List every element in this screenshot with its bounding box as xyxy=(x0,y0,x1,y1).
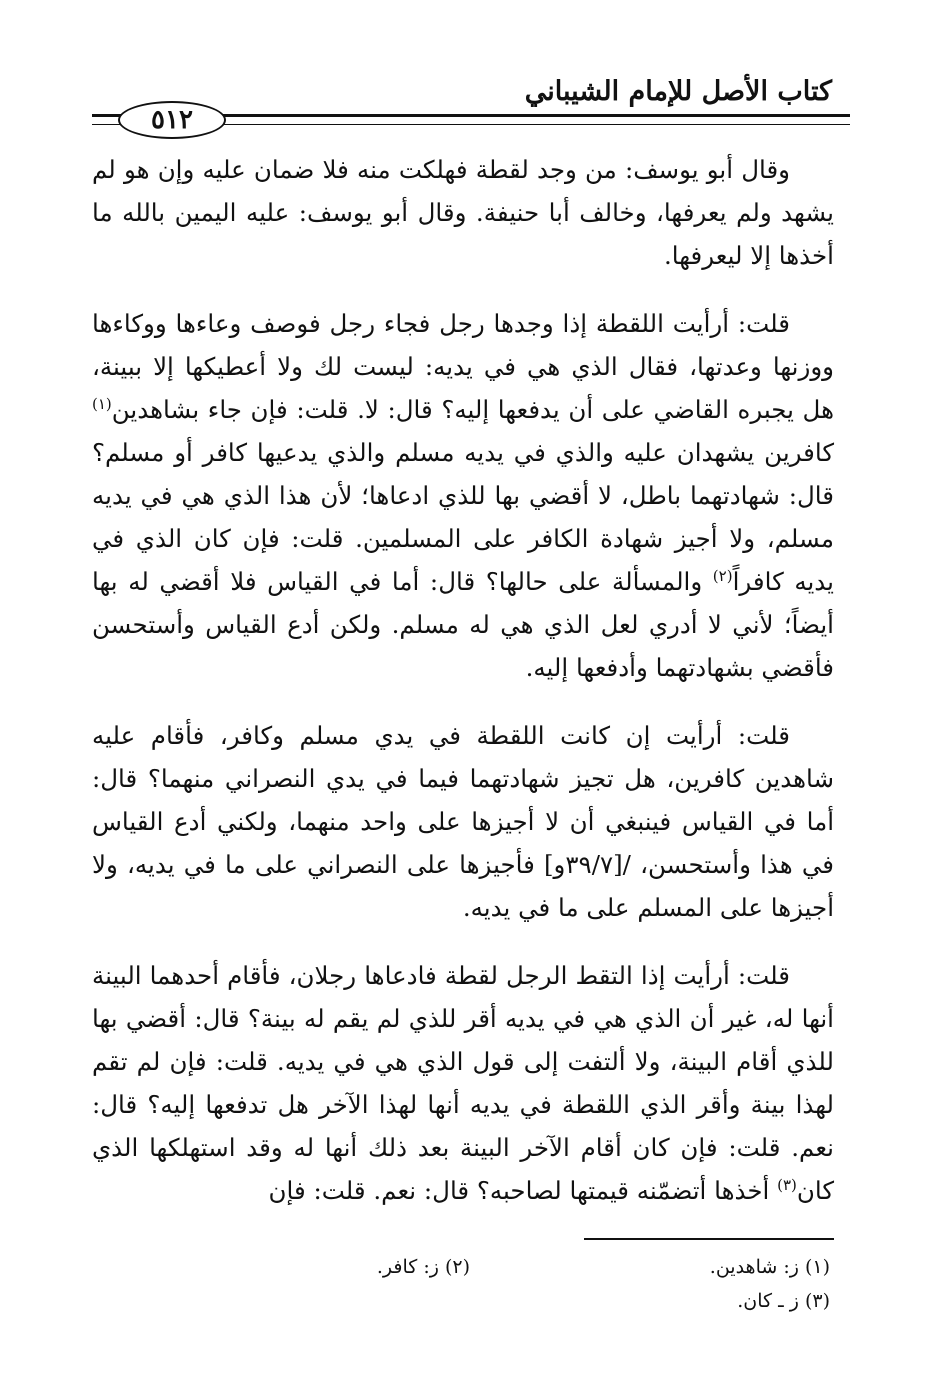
footnote-2: (٢) ز: كافر. xyxy=(376,1256,470,1278)
footnote-ref-1[interactable]: (١) xyxy=(92,394,112,413)
footnote-ref-2[interactable]: (٢) xyxy=(712,566,733,585)
page-number-badge xyxy=(118,101,226,139)
running-header-title: كتاب الأصل للإمام الشيباني xyxy=(524,76,832,107)
paragraph-1 xyxy=(92,148,834,277)
paragraph-3 xyxy=(92,714,834,929)
footnote-row xyxy=(92,1284,830,1318)
main-text xyxy=(92,148,834,1237)
footnote-rule xyxy=(584,1238,834,1240)
paragraph-2 xyxy=(92,302,834,689)
paragraph-text: كافرين يشهدان عليه والذي في يديه مسلم والذي يدعيها كافر أو مسلم؟ قال: شهادتهما باطل، لا أقضي بها للذي ادعاها؛ لأن هذا الذي هي في يديه مسلم، ولا أجيز شهادة الكافر على المسلمين. قلت: فإن كان الذي في يديه كافراً xyxy=(92,438,834,596)
paragraph-text: قلت: أرأيت إذا التقط الرجل لقطة فادعاها رجلان، فأقام أحدهما البينة أنها له، غير أن الذي هي في يديه أقر للذي لم يقم له بينة؟ قال: أقضي بها للذي أقام البينة، ولا ألتفت إلى قول الذي هي في يديه. قلت: فإن لم تقم لهذا بينة وأقر الذي اللقطة في يديه أنها لهذا الآخر هل تدفعها إليه؟ قال: نعم. قلت: فإن كان أقام الآخر البينة بعد ذلك أنها له وقد استهلكها الذي كان xyxy=(92,961,834,1205)
footnote-row xyxy=(92,1250,830,1284)
paragraph-text: أخذها أتضمّنه قيمتها لصاحبه؟ قال: نعم. قلت: فإن xyxy=(268,1176,778,1205)
footnote-1: (١) ز: شاهدين. xyxy=(709,1256,830,1278)
footnotes xyxy=(92,1250,830,1318)
paragraph-4 xyxy=(92,954,834,1212)
paragraph-text: قلت: أرأيت إن كانت اللقطة في يدي مسلم وكافر، فأقام عليه شاهدين كافرين، هل تجيز شهادتهما فيما في يدي النصراني منهما؟ قال: أما في القياس فينبغي أن لا أجيزها على واحد منهما، ولكني أدع القياس في هذا وأستحسن، /[٣٩/٧و] فأجيزها على النصراني على ما في يديه، ولا أجيزها على المسلم على ما في يديه. xyxy=(92,721,834,922)
footnote-3: (٣) ز ـ كان. xyxy=(737,1290,830,1312)
paragraph-text: والمسألة على حالها؟ قال: أما في القياس فلا أقضي له بها أيضاً؛ لأني لا أدري لعل الذي هي له مسلم. ولكن أدع القياس وأستحسن فأقضي بشهادتهما وأدفعها إليه. xyxy=(92,567,834,682)
paragraph-text: قلت: أرأيت اللقطة إذا وجدها رجل فجاء رجل فوصف وعاءها ووكاءها ووزنها وعدتها، فقال الذي هي في يديه: ليست لك ولا أعطيكها إلا ببينة، هل يجبره القاضي على أن يدفعها إليه؟ قال: لا. قلت: فإن جاء بشاهدين xyxy=(92,309,834,424)
page-number: ٥١٢ xyxy=(151,105,193,135)
footnote-ref-3[interactable]: (٣) xyxy=(777,1175,797,1194)
paragraph-text: وقال أبو يوسف: من وجد لقطة فهلكت منه فلا ضمان عليه وإن هو لم يشهد ولم يعرفها، وخالف أبا حنيفة. وقال أبو يوسف: عليه اليمين بالله ما أخذها إلا ليعرفها. xyxy=(92,155,834,270)
